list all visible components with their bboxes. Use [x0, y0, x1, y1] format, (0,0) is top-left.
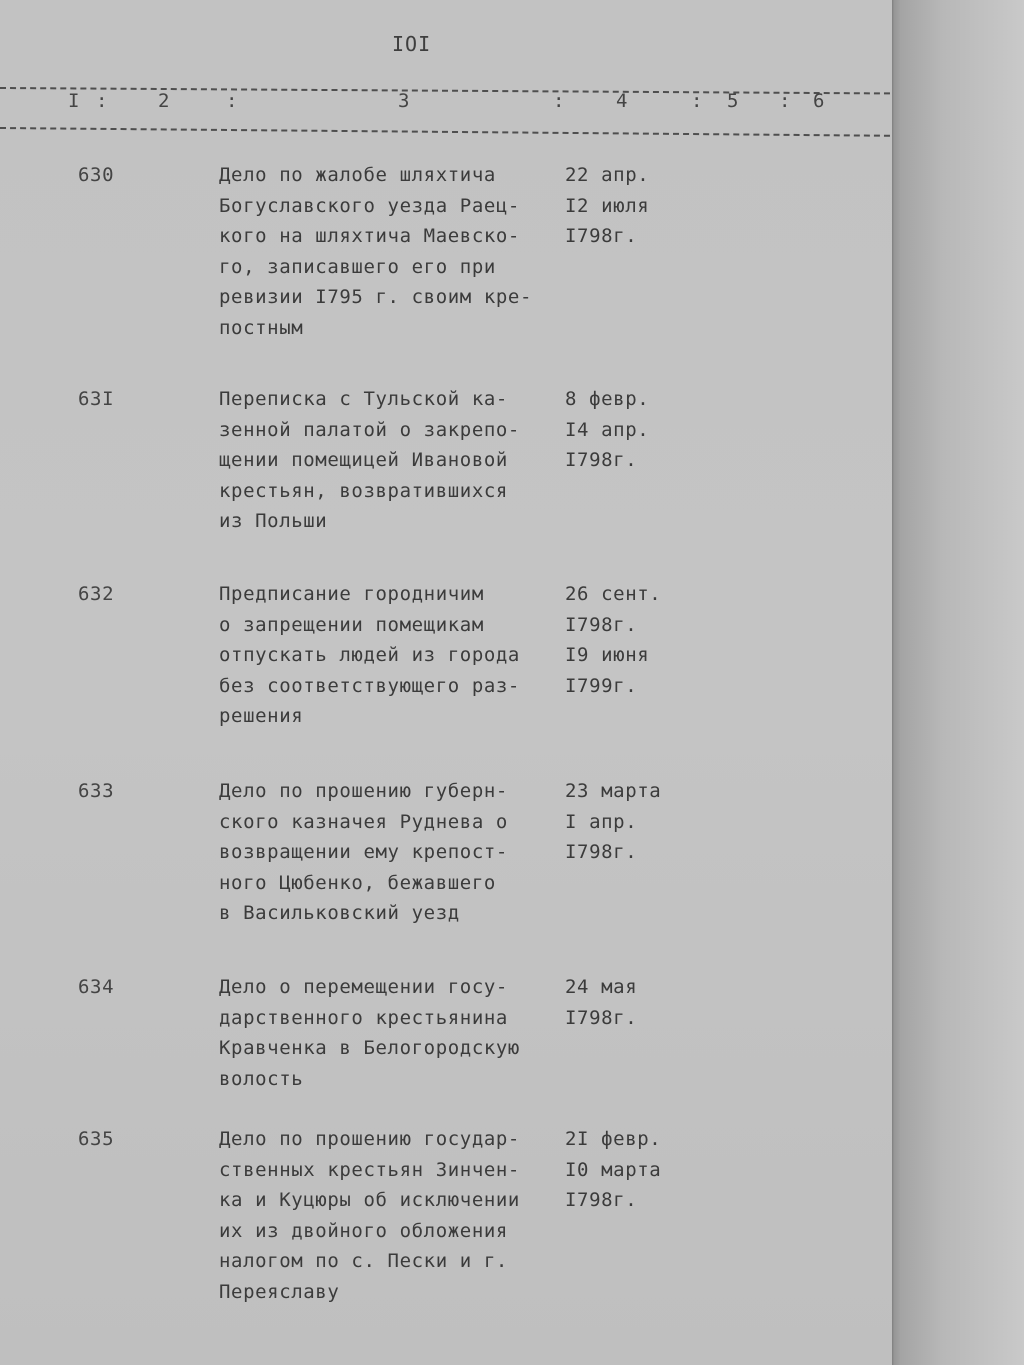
entry-description	[219, 160, 559, 343]
entry-dates	[565, 384, 685, 476]
description-line: ревизии I795 г. своим кре-	[219, 286, 533, 308]
column-header-5: 5	[727, 90, 739, 112]
entry-description	[219, 972, 559, 1094]
description-line: в Васильковский уезд	[219, 902, 460, 924]
date-line: 22 апр.	[565, 164, 650, 186]
description-line: Переписка с Тульской ка-	[219, 388, 508, 410]
description-line: ного Цюбенко, бежавшего	[219, 871, 496, 894]
entry-number: 63I	[78, 388, 115, 410]
date-line: 23 марта	[565, 780, 662, 802]
date-line: I9 июня	[565, 644, 650, 666]
date-line: I798г.	[565, 613, 638, 636]
description-line: о запрещении помещикам	[219, 613, 484, 636]
date-line: 8 февр.	[565, 388, 650, 410]
entry-number: 635	[78, 1128, 115, 1150]
description-line: зенной палатой о закрепо-	[219, 418, 520, 441]
date-line: I799г.	[565, 674, 638, 697]
column-separator: :	[553, 90, 565, 112]
description-line: го, записавшего его при	[219, 255, 496, 278]
description-line: крестьян, возвратившихся	[219, 479, 508, 502]
entry-number: 632	[78, 583, 115, 605]
column-separator: :	[779, 90, 791, 112]
description-line: дарственного крестьянина	[219, 1006, 508, 1029]
entry-description	[219, 1124, 559, 1307]
description-line: отпускать людей из города	[219, 644, 520, 666]
description-line: Переяславу	[219, 1280, 340, 1303]
description-line: Богуславского уезда Раец-	[219, 194, 520, 217]
column-header-row	[0, 90, 890, 124]
column-header-6: 6	[813, 90, 825, 112]
date-line: 2I февр.	[565, 1128, 662, 1150]
description-line: без соответствующего раз-	[219, 674, 520, 697]
description-line: налогом по с. Пески и г.	[219, 1250, 508, 1272]
description-line: Предписание городничим	[219, 583, 484, 605]
column-separator: :	[226, 90, 238, 112]
entry-number: 630	[78, 164, 115, 186]
column-header-4: 4	[616, 90, 628, 112]
header-rule-bottom	[0, 127, 890, 137]
column-separator: :	[96, 90, 108, 112]
entry-number: 633	[78, 780, 115, 802]
description-line: щении помещицей Ивановой	[219, 449, 508, 471]
page-number: IOI	[392, 32, 432, 56]
date-line: I798г.	[565, 449, 638, 471]
entry-number: 634	[78, 976, 115, 998]
date-line: I0 марта	[565, 1158, 662, 1181]
date-line: I2 июля	[565, 194, 650, 217]
date-line: I798г.	[565, 1006, 638, 1029]
column-header-3: 3	[398, 90, 410, 112]
description-line: Кравченка в Белогородскую	[219, 1037, 520, 1059]
date-line: I798г.	[565, 225, 638, 247]
description-line: из Польши	[219, 510, 328, 532]
description-line: кого на шляхтича Маевско-	[219, 225, 520, 247]
description-line: возвращении ему крепост-	[219, 841, 508, 863]
description-line: постным	[219, 316, 304, 339]
date-line: I798г.	[565, 841, 638, 863]
entry-dates	[565, 579, 685, 701]
date-line: I апр.	[565, 810, 638, 833]
description-line: волость	[219, 1067, 304, 1090]
entry-description	[219, 384, 559, 537]
column-header-2: 2	[158, 90, 170, 112]
entry-dates	[565, 972, 685, 1033]
description-line: ского казначея Руднева о	[219, 810, 508, 833]
description-line: Дело по прошению губерн-	[219, 780, 508, 802]
entry-dates	[565, 1124, 685, 1216]
column-header-1: I	[68, 90, 80, 112]
entry-dates	[565, 160, 685, 252]
entry-description	[219, 579, 559, 732]
description-line: ка и Куцюры об исключении	[219, 1189, 520, 1211]
next-page-edge	[890, 0, 1024, 1365]
description-line: решения	[219, 705, 304, 727]
description-line: их из двойного обложения	[219, 1219, 508, 1242]
date-line: 26 сент.	[565, 583, 662, 605]
description-line: Дело по жалобе шляхтича	[219, 164, 496, 186]
date-line: I4 апр.	[565, 418, 650, 441]
entry-dates	[565, 776, 685, 868]
date-line: I798г.	[565, 1189, 638, 1211]
description-line: ственных крестьян Зинчен-	[219, 1158, 520, 1181]
column-separator: :	[691, 90, 703, 112]
description-line: Дело о перемещении госу-	[219, 976, 508, 998]
description-line: Дело по прошению государ-	[219, 1128, 520, 1150]
date-line: 24 мая	[565, 976, 638, 998]
entry-description	[219, 776, 559, 929]
